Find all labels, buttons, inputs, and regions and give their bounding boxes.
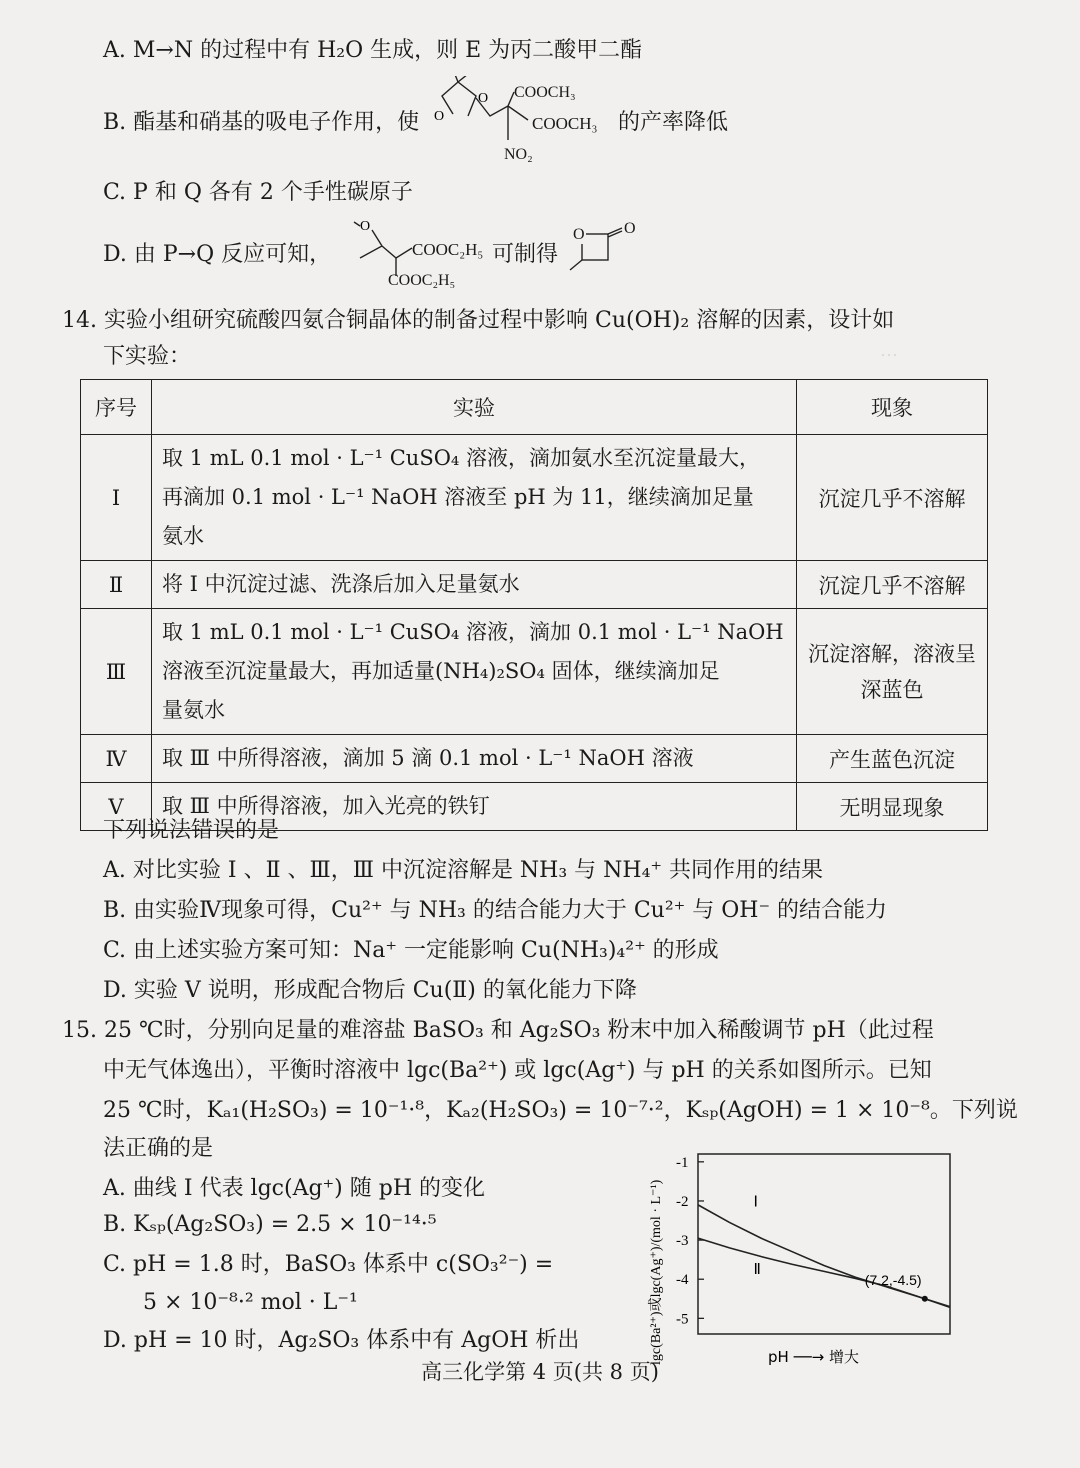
experiment-line: 取 1 mL 0.1 mol · L⁻¹ CuSO₄ 溶液，滴加 0.1 mol · L⁻¹ NaOH	[162, 620, 784, 644]
svg-text:O: O	[478, 91, 489, 106]
row-experiment	[152, 609, 797, 735]
question-number: 14.	[62, 308, 97, 333]
q14-option-b	[103, 896, 887, 926]
q14-stem	[62, 306, 894, 336]
q14-stem-line-2: 下实验：	[103, 344, 192, 369]
option-label: D.	[103, 978, 127, 1003]
option-text: 由上述实验方案可知：Na⁺ 一定能影响 Cu(NH₃)₄²⁺ 的形成	[133, 938, 719, 963]
option-text: P 和 Q 各有 2 个手性碳原子	[133, 180, 413, 205]
option-label: A.	[103, 38, 126, 63]
option-text: M→N 的过程中有 H₂O 生成，则 E 为丙二酸甲二酯	[132, 38, 643, 63]
row-id: Ⅲ	[81, 609, 152, 735]
structure-b-group2: COOCH₃	[532, 114, 598, 133]
row-result: 产生蓝色沉淀	[797, 735, 988, 783]
row-experiment	[152, 735, 797, 783]
option-label: D.	[103, 1328, 127, 1353]
option-text: pH = 10 时，Ag₂SO₃ 体系中有 AgOH 析出	[133, 1328, 580, 1353]
lactone-carbonyl-o-label: O	[624, 220, 636, 237]
q13-option-b-tail: 的产率降低	[618, 110, 729, 135]
experiment-line: 再滴加 0.1 mol · L⁻¹ NaOH 溶液至 pH 为 11，继续滴加足量	[162, 485, 754, 509]
ph-lgc-chart	[640, 1140, 960, 1370]
q15-option-c	[103, 1250, 553, 1280]
option-label: D.	[103, 242, 127, 267]
svg-text:O: O	[360, 219, 371, 234]
option-label: A.	[103, 1176, 126, 1201]
experiment-line: 将 Ⅰ 中沉淀过滤、洗涤后加入足量氨水	[162, 572, 520, 596]
structure-b-group1: COOCH₃	[514, 84, 576, 101]
stem-line-1: 25 ℃时，分别向足量的难溶盐 BaSO₃ 和 Ag₂SO₃ 粉末中加入稀酸调节 pH（此过程	[104, 1018, 934, 1043]
row-experiment	[152, 561, 797, 609]
row-experiment	[152, 435, 797, 561]
experiment-line: 溶液至沉淀量最大，再加适量(NH₄)₂SO₄ 固体，继续滴加足	[162, 659, 720, 683]
experiment-table	[80, 379, 988, 831]
experiment-line: 取 Ⅲ 中所得溶液，加入光亮的铁钉	[162, 794, 490, 818]
plot-frame	[698, 1154, 950, 1334]
option-text-before: 由 P→Q 反应可知，	[133, 242, 332, 267]
q14-question: 下列说法错误的是	[103, 818, 280, 843]
q15-stem-line-2: 中无气体逸出），平衡时溶液中 lgc(Ba²⁺) 或 lgc(Ag⁺) 与 pH 的关系如图所示。已知	[103, 1058, 932, 1083]
option-text: 实验 Ⅴ 说明，形成配合物后 Cu(Ⅱ) 的氧化能力下降	[133, 978, 637, 1003]
row-id: Ⅳ	[81, 735, 152, 783]
svg-text:O: O	[434, 109, 445, 124]
q14-option-a	[103, 856, 823, 886]
table-row	[81, 735, 988, 783]
question-number: 15.	[62, 1018, 97, 1043]
q13-option-b	[103, 108, 419, 138]
header-experiment: 实验	[152, 380, 797, 435]
table-row	[81, 435, 988, 561]
option-label: C.	[103, 1252, 127, 1277]
option-label: B.	[103, 1212, 127, 1237]
row-id: Ⅱ	[81, 561, 152, 609]
q13-option-d-mid: 可制得	[492, 242, 559, 267]
q15-stem-line-4: 法正确的是	[103, 1136, 214, 1161]
table-header-row	[81, 380, 988, 435]
option-text: pH = 1.8 时，BaSO₃ 体系中 c(SO₃²⁻) =	[133, 1252, 554, 1277]
structure-b-group3: NO₂	[504, 146, 533, 163]
header-result: 现象	[797, 380, 988, 435]
row-id: Ⅰ	[81, 435, 152, 561]
option-label: C.	[103, 938, 127, 963]
option-text: 对比实验 Ⅰ 、Ⅱ 、Ⅲ，Ⅲ 中沉淀溶解是 NH₃ 与 NH₄⁺ 共同作用的结果	[132, 858, 824, 883]
row-result: 沉淀几乎不溶解	[797, 435, 988, 561]
y-tick-label: -2	[676, 1193, 689, 1210]
q15-option-d	[103, 1326, 579, 1356]
y-axis-label: lgc(Ba²⁺)或lgc(Ag⁺)/(mol · L⁻¹)	[649, 1179, 664, 1365]
q14-option-d	[103, 976, 637, 1006]
row-result: 无明显现象	[797, 783, 988, 831]
y-tick-label: -3	[676, 1233, 689, 1250]
experiment-line: 量氨水	[162, 698, 225, 722]
table-row	[81, 561, 988, 609]
q15-option-a	[103, 1174, 485, 1204]
stem-line-1: 实验小组研究硫酸四氨合铜晶体的制备过程中影响 Cu(OH)₂ 溶解的因素，设计如	[104, 308, 895, 333]
option-label: B.	[103, 898, 127, 923]
y-tick-label: -5	[676, 1311, 689, 1328]
page-footer: 高三化学第 4 页(共 8 页)	[421, 1360, 659, 1384]
q15-stem	[62, 1016, 934, 1046]
structure-d-group2: COOC₂H₅	[388, 272, 456, 289]
intersection-annotation: (7.2,-4.5)	[864, 1271, 922, 1288]
intersection-point	[922, 1296, 928, 1302]
option-text: 由实验Ⅳ现象可得，Cu²⁺ 与 NH₃ 的结合能力大于 Cu²⁺ 与 OH⁻ 的结合能力	[133, 898, 888, 923]
q15-option-b	[103, 1210, 437, 1240]
table-row	[81, 609, 988, 735]
option-text: Kₛₚ(Ag₂SO₃) = 2.5 × 10⁻¹⁴·⁵	[133, 1212, 437, 1237]
option-text-before: 酯基和硝基的吸电子作用，使	[133, 110, 420, 135]
structure-d-group1: COOC₂H₅	[412, 240, 484, 259]
series-label-2: Ⅱ	[753, 1261, 761, 1278]
option-label: B.	[103, 110, 127, 135]
row-result: 沉淀溶解，溶液呈深蓝色	[797, 609, 988, 735]
y-tick-label: -1	[676, 1154, 689, 1171]
series-label-1: Ⅰ	[753, 1194, 758, 1211]
row-result: 沉淀几乎不溶解	[797, 561, 988, 609]
experiment-line: 取 Ⅲ 中所得溶液，滴加 5 滴 0.1 mol · L⁻¹ NaOH 溶液	[162, 746, 694, 770]
series-line-1	[698, 1205, 950, 1307]
option-text: 曲线 Ⅰ 代表 lgc(Ag⁺) 随 pH 的变化	[132, 1176, 485, 1201]
row-id: Ⅴ	[81, 783, 152, 831]
option-label: C.	[103, 180, 127, 205]
lactone-ring-o-label: O	[573, 226, 585, 243]
q15-option-c-cont: 5 × 10⁻⁸·² mol · L⁻¹	[143, 1290, 358, 1315]
q14-option-c	[103, 936, 719, 966]
experiment-line: 取 1 mL 0.1 mol · L⁻¹ CuSO₄ 溶液，滴加氨水至沉淀量最大，	[162, 446, 761, 470]
header-id: 序号	[81, 380, 152, 435]
q15-stem-line-3: 25 ℃时，Kₐ₁(H₂SO₃) = 10⁻¹·⁸，Kₐ₂(H₂SO₃) = 10⁻⁷·²，Kₛₚ(AgOH) = 1 × 10⁻⁸。下列说	[103, 1098, 1018, 1123]
y-tick-label: -4	[676, 1272, 689, 1289]
q13-option-a	[103, 36, 642, 66]
q13-option-d	[103, 240, 331, 270]
q13-option-c	[103, 178, 413, 208]
option-label: A.	[103, 858, 126, 883]
x-axis-label: pH ──→ 增大	[768, 1348, 859, 1366]
experiment-line: 氨水	[162, 524, 204, 548]
